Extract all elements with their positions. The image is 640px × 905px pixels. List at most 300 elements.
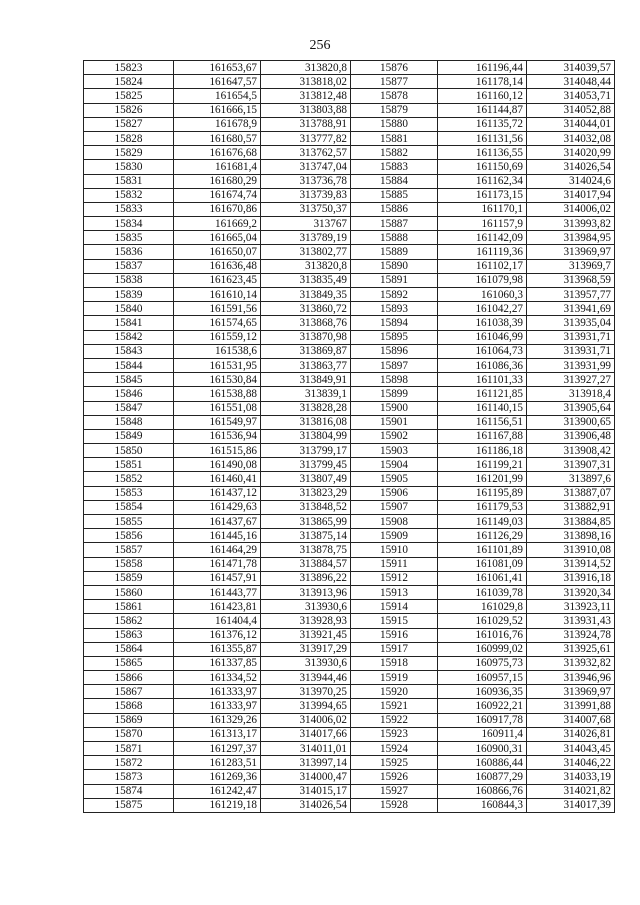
point-number-cell: 15863 (84, 628, 174, 642)
point-number-cell: 15858 (84, 557, 174, 571)
x-coordinate-cell: 161042,27 (438, 302, 527, 316)
y-coordinate-cell: 313875,14 (261, 529, 351, 543)
x-coordinate-cell: 160877,29 (438, 770, 527, 784)
table-row (84, 75, 615, 89)
x-coordinate-cell: 161443,77 (174, 585, 261, 599)
point-number-cell: 15928 (351, 798, 438, 812)
y-coordinate-cell: 313969,97 (527, 685, 615, 699)
point-number-cell: 15891 (351, 273, 438, 287)
x-coordinate-cell: 160957,15 (438, 671, 527, 685)
point-number-cell: 15825 (84, 89, 174, 103)
y-coordinate-cell: 314006,02 (261, 713, 351, 727)
x-coordinate-cell: 161536,94 (174, 429, 261, 443)
x-coordinate-cell: 160866,76 (438, 784, 527, 798)
point-number-cell: 15833 (84, 202, 174, 216)
point-number-cell: 15925 (351, 756, 438, 770)
x-coordinate-cell: 161333,97 (174, 699, 261, 713)
x-coordinate-cell: 161121,85 (438, 387, 527, 401)
y-coordinate-cell: 313993,82 (527, 217, 615, 231)
x-coordinate-cell: 161680,29 (174, 174, 261, 188)
point-number-cell: 15827 (84, 117, 174, 131)
point-number-cell: 15860 (84, 585, 174, 599)
x-coordinate-cell: 161559,12 (174, 330, 261, 344)
y-coordinate-cell: 313802,77 (261, 245, 351, 259)
y-coordinate-cell: 313941,69 (527, 302, 615, 316)
point-number-cell: 15915 (351, 614, 438, 628)
point-number-cell: 15910 (351, 543, 438, 557)
y-coordinate-cell: 313944,46 (261, 671, 351, 685)
x-coordinate-cell: 161333,97 (174, 685, 261, 699)
table-row (84, 330, 615, 344)
x-coordinate-cell: 161195,89 (438, 486, 527, 500)
x-coordinate-cell: 161650,07 (174, 245, 261, 259)
x-coordinate-cell: 161669,2 (174, 217, 261, 231)
y-coordinate-cell: 313920,34 (527, 585, 615, 599)
point-number-cell: 15888 (351, 231, 438, 245)
point-number-cell: 15855 (84, 515, 174, 529)
point-number-cell: 15848 (84, 415, 174, 429)
y-coordinate-cell: 313921,45 (261, 628, 351, 642)
table-row (84, 401, 615, 415)
point-number-cell: 15907 (351, 500, 438, 514)
y-coordinate-cell: 313900,65 (527, 415, 615, 429)
x-coordinate-cell: 161457,91 (174, 571, 261, 585)
point-number-cell: 15823 (84, 61, 174, 75)
point-number-cell: 15923 (351, 727, 438, 741)
y-coordinate-cell: 314024,6 (527, 174, 615, 188)
point-number-cell: 15849 (84, 429, 174, 443)
y-coordinate-cell: 313849,91 (261, 373, 351, 387)
y-coordinate-cell: 313932,82 (527, 656, 615, 670)
table-row (84, 117, 615, 131)
point-number-cell: 15878 (351, 89, 438, 103)
point-number-cell: 15844 (84, 358, 174, 372)
y-coordinate-cell: 313931,43 (527, 614, 615, 628)
table-row (84, 245, 615, 259)
y-coordinate-cell: 313835,49 (261, 273, 351, 287)
table-row (84, 529, 615, 543)
table-row (84, 174, 615, 188)
table-row (84, 756, 615, 770)
table-row (84, 259, 615, 273)
point-number-cell: 15901 (351, 415, 438, 429)
x-coordinate-cell: 161680,57 (174, 131, 261, 145)
x-coordinate-cell: 161591,56 (174, 302, 261, 316)
x-coordinate-cell: 161170,1 (438, 202, 527, 216)
point-number-cell: 15917 (351, 642, 438, 656)
x-coordinate-cell: 161135,72 (438, 117, 527, 131)
x-coordinate-cell: 161437,12 (174, 486, 261, 500)
table-row (84, 373, 615, 387)
y-coordinate-cell: 313917,29 (261, 642, 351, 656)
x-coordinate-cell: 161676,68 (174, 146, 261, 160)
x-coordinate-cell: 161160,12 (438, 89, 527, 103)
x-coordinate-cell: 161471,78 (174, 557, 261, 571)
point-number-cell: 15877 (351, 75, 438, 89)
x-coordinate-cell: 161623,45 (174, 273, 261, 287)
x-coordinate-cell: 161016,76 (438, 628, 527, 642)
x-coordinate-cell: 161654,5 (174, 89, 261, 103)
x-coordinate-cell: 161429,63 (174, 500, 261, 514)
x-coordinate-cell: 161142,09 (438, 231, 527, 245)
x-coordinate-cell: 161060,3 (438, 288, 527, 302)
y-coordinate-cell: 313823,29 (261, 486, 351, 500)
x-coordinate-cell: 161144,87 (438, 103, 527, 117)
point-number-cell: 15880 (351, 117, 438, 131)
y-coordinate-cell: 313896,22 (261, 571, 351, 585)
x-coordinate-cell: 161313,17 (174, 727, 261, 741)
y-coordinate-cell: 314011,01 (261, 742, 351, 756)
y-coordinate-cell: 313994,65 (261, 699, 351, 713)
table-row (84, 131, 615, 145)
y-coordinate-cell: 314000,47 (261, 770, 351, 784)
x-coordinate-cell: 161039,78 (438, 585, 527, 599)
coordinates-table-body (84, 61, 615, 813)
x-coordinate-cell: 161201,99 (438, 472, 527, 486)
point-number-cell: 15854 (84, 500, 174, 514)
point-number-cell: 15846 (84, 387, 174, 401)
x-coordinate-cell: 161186,18 (438, 444, 527, 458)
y-coordinate-cell: 313878,75 (261, 543, 351, 557)
y-coordinate-cell: 313789,19 (261, 231, 351, 245)
point-number-cell: 15872 (84, 756, 174, 770)
x-coordinate-cell: 160900,31 (438, 742, 527, 756)
y-coordinate-cell: 313762,57 (261, 146, 351, 160)
x-coordinate-cell: 161101,89 (438, 543, 527, 557)
y-coordinate-cell: 313839,1 (261, 387, 351, 401)
y-coordinate-cell: 313767 (261, 217, 351, 231)
y-coordinate-cell: 313816,08 (261, 415, 351, 429)
point-number-cell: 15868 (84, 699, 174, 713)
y-coordinate-cell: 314048,44 (527, 75, 615, 89)
y-coordinate-cell: 314044,01 (527, 117, 615, 131)
point-number-cell: 15842 (84, 330, 174, 344)
y-coordinate-cell: 313931,71 (527, 330, 615, 344)
table-row (84, 571, 615, 585)
y-coordinate-cell: 313927,27 (527, 373, 615, 387)
point-number-cell: 15881 (351, 131, 438, 145)
y-coordinate-cell: 314020,99 (527, 146, 615, 160)
table-row (84, 429, 615, 443)
y-coordinate-cell: 313930,6 (261, 600, 351, 614)
table-row (84, 784, 615, 798)
table-row (84, 699, 615, 713)
y-coordinate-cell: 314033,19 (527, 770, 615, 784)
x-coordinate-cell: 161329,26 (174, 713, 261, 727)
y-coordinate-cell: 314006,02 (527, 202, 615, 216)
point-number-cell: 15828 (84, 131, 174, 145)
table-row (84, 713, 615, 727)
y-coordinate-cell: 313812,48 (261, 89, 351, 103)
table-row (84, 727, 615, 741)
y-coordinate-cell: 313924,78 (527, 628, 615, 642)
point-number-cell: 15890 (351, 259, 438, 273)
x-coordinate-cell: 160844,3 (438, 798, 527, 812)
point-number-cell: 15865 (84, 656, 174, 670)
x-coordinate-cell: 161156,51 (438, 415, 527, 429)
point-number-cell: 15898 (351, 373, 438, 387)
point-number-cell: 15853 (84, 486, 174, 500)
x-coordinate-cell: 161445,16 (174, 529, 261, 543)
table-row (84, 103, 615, 117)
point-number-cell: 15895 (351, 330, 438, 344)
point-number-cell: 15847 (84, 401, 174, 415)
table-row (84, 486, 615, 500)
x-coordinate-cell: 161157,9 (438, 217, 527, 231)
y-coordinate-cell: 314021,82 (527, 784, 615, 798)
x-coordinate-cell: 161199,21 (438, 458, 527, 472)
point-number-cell: 15869 (84, 713, 174, 727)
y-coordinate-cell: 314043,45 (527, 742, 615, 756)
y-coordinate-cell: 313991,88 (527, 699, 615, 713)
x-coordinate-cell: 161081,09 (438, 557, 527, 571)
point-number-cell: 15866 (84, 671, 174, 685)
point-number-cell: 15892 (351, 288, 438, 302)
table-row (84, 585, 615, 599)
x-coordinate-cell: 161219,18 (174, 798, 261, 812)
point-number-cell: 15841 (84, 316, 174, 330)
y-coordinate-cell: 314053,71 (527, 89, 615, 103)
y-coordinate-cell: 313788,91 (261, 117, 351, 131)
point-number-cell: 15886 (351, 202, 438, 216)
point-number-cell: 15919 (351, 671, 438, 685)
y-coordinate-cell: 313799,45 (261, 458, 351, 472)
x-coordinate-cell: 160886,44 (438, 756, 527, 770)
x-coordinate-cell: 161530,84 (174, 373, 261, 387)
x-coordinate-cell: 161681,4 (174, 160, 261, 174)
point-number-cell: 15874 (84, 784, 174, 798)
x-coordinate-cell: 161423,81 (174, 600, 261, 614)
point-number-cell: 15859 (84, 571, 174, 585)
y-coordinate-cell: 313946,96 (527, 671, 615, 685)
point-number-cell: 15918 (351, 656, 438, 670)
x-coordinate-cell: 161549,97 (174, 415, 261, 429)
table-row (84, 444, 615, 458)
point-number-cell: 15850 (84, 444, 174, 458)
table-row (84, 202, 615, 216)
point-number-cell: 15873 (84, 770, 174, 784)
x-coordinate-cell: 160975,73 (438, 656, 527, 670)
y-coordinate-cell: 313868,76 (261, 316, 351, 330)
y-coordinate-cell: 313905,64 (527, 401, 615, 415)
x-coordinate-cell: 160922,21 (438, 699, 527, 713)
x-coordinate-cell: 161531,95 (174, 358, 261, 372)
point-number-cell: 15926 (351, 770, 438, 784)
y-coordinate-cell: 313736,78 (261, 174, 351, 188)
table-row (84, 770, 615, 784)
y-coordinate-cell: 313777,82 (261, 131, 351, 145)
y-coordinate-cell: 313928,93 (261, 614, 351, 628)
x-coordinate-cell: 161061,41 (438, 571, 527, 585)
y-coordinate-cell: 313913,96 (261, 585, 351, 599)
y-coordinate-cell: 314052,88 (527, 103, 615, 117)
y-coordinate-cell: 313807,49 (261, 472, 351, 486)
point-number-cell: 15882 (351, 146, 438, 160)
table-row (84, 273, 615, 287)
y-coordinate-cell: 314007,68 (527, 713, 615, 727)
y-coordinate-cell: 313930,6 (261, 656, 351, 670)
table-row (84, 557, 615, 571)
x-coordinate-cell: 161610,14 (174, 288, 261, 302)
point-number-cell: 15894 (351, 316, 438, 330)
y-coordinate-cell: 313828,28 (261, 401, 351, 415)
x-coordinate-cell: 161179,53 (438, 500, 527, 514)
point-number-cell: 15835 (84, 231, 174, 245)
x-coordinate-cell: 160911,4 (438, 727, 527, 741)
y-coordinate-cell: 313750,37 (261, 202, 351, 216)
point-number-cell: 15843 (84, 344, 174, 358)
x-coordinate-cell: 161126,29 (438, 529, 527, 543)
y-coordinate-cell: 313897,6 (527, 472, 615, 486)
table-row (84, 600, 615, 614)
point-number-cell: 15832 (84, 188, 174, 202)
point-number-cell: 15829 (84, 146, 174, 160)
point-number-cell: 15889 (351, 245, 438, 259)
point-number-cell: 15876 (351, 61, 438, 75)
table-row (84, 89, 615, 103)
y-coordinate-cell: 313849,35 (261, 288, 351, 302)
x-coordinate-cell: 161404,4 (174, 614, 261, 628)
point-number-cell: 15839 (84, 288, 174, 302)
y-coordinate-cell: 313914,52 (527, 557, 615, 571)
y-coordinate-cell: 313803,88 (261, 103, 351, 117)
table-row (84, 160, 615, 174)
point-number-cell: 15831 (84, 174, 174, 188)
point-number-cell: 15879 (351, 103, 438, 117)
point-number-cell: 15921 (351, 699, 438, 713)
point-number-cell: 15924 (351, 742, 438, 756)
point-number-cell: 15836 (84, 245, 174, 259)
point-number-cell: 15908 (351, 515, 438, 529)
table-row (84, 614, 615, 628)
y-coordinate-cell: 313984,95 (527, 231, 615, 245)
coordinates-table (83, 60, 615, 813)
point-number-cell: 15897 (351, 358, 438, 372)
x-coordinate-cell: 161029,8 (438, 600, 527, 614)
y-coordinate-cell: 314026,81 (527, 727, 615, 741)
table-row (84, 61, 615, 75)
table-row (84, 188, 615, 202)
x-coordinate-cell: 161647,57 (174, 75, 261, 89)
point-number-cell: 15852 (84, 472, 174, 486)
point-number-cell: 15884 (351, 174, 438, 188)
table-row (84, 316, 615, 330)
point-number-cell: 15909 (351, 529, 438, 543)
x-coordinate-cell: 161131,56 (438, 131, 527, 145)
x-coordinate-cell: 161038,39 (438, 316, 527, 330)
table-row (84, 302, 615, 316)
point-number-cell: 15914 (351, 600, 438, 614)
y-coordinate-cell: 313898,16 (527, 529, 615, 543)
y-coordinate-cell: 314017,66 (261, 727, 351, 741)
y-coordinate-cell: 313916,18 (527, 571, 615, 585)
x-coordinate-cell: 161196,44 (438, 61, 527, 75)
y-coordinate-cell: 314017,94 (527, 188, 615, 202)
x-coordinate-cell: 161538,88 (174, 387, 261, 401)
x-coordinate-cell: 161086,36 (438, 358, 527, 372)
x-coordinate-cell: 161079,98 (438, 273, 527, 287)
point-number-cell: 15838 (84, 273, 174, 287)
x-coordinate-cell: 161538,6 (174, 344, 261, 358)
page-number: 256 (309, 38, 331, 53)
point-number-cell: 15834 (84, 217, 174, 231)
y-coordinate-cell: 313848,52 (261, 500, 351, 514)
table-row (84, 685, 615, 699)
x-coordinate-cell: 161242,47 (174, 784, 261, 798)
point-number-cell: 15900 (351, 401, 438, 415)
y-coordinate-cell: 313968,59 (527, 273, 615, 287)
x-coordinate-cell: 161150,69 (438, 160, 527, 174)
point-number-cell: 15896 (351, 344, 438, 358)
x-coordinate-cell: 161674,74 (174, 188, 261, 202)
x-coordinate-cell: 161101,33 (438, 373, 527, 387)
table-row (84, 656, 615, 670)
table-row (84, 344, 615, 358)
point-number-cell: 15871 (84, 742, 174, 756)
point-number-cell: 15826 (84, 103, 174, 117)
x-coordinate-cell: 161064,73 (438, 344, 527, 358)
x-coordinate-cell: 161464,29 (174, 543, 261, 557)
y-coordinate-cell: 313870,98 (261, 330, 351, 344)
x-coordinate-cell: 161149,03 (438, 515, 527, 529)
x-coordinate-cell: 161167,88 (438, 429, 527, 443)
y-coordinate-cell: 313804,99 (261, 429, 351, 443)
y-coordinate-cell: 313863,77 (261, 358, 351, 372)
table-row (84, 628, 615, 642)
x-coordinate-cell: 161269,36 (174, 770, 261, 784)
point-number-cell: 15912 (351, 571, 438, 585)
y-coordinate-cell: 313969,97 (527, 245, 615, 259)
point-number-cell: 15864 (84, 642, 174, 656)
x-coordinate-cell: 161376,12 (174, 628, 261, 642)
x-coordinate-cell: 160917,78 (438, 713, 527, 727)
point-number-cell: 15862 (84, 614, 174, 628)
point-number-cell: 15913 (351, 585, 438, 599)
x-coordinate-cell: 161334,52 (174, 671, 261, 685)
point-number-cell: 15916 (351, 628, 438, 642)
y-coordinate-cell: 314015,17 (261, 784, 351, 798)
y-coordinate-cell: 313869,87 (261, 344, 351, 358)
x-coordinate-cell: 161551,08 (174, 401, 261, 415)
table-row (84, 500, 615, 514)
table-row (84, 642, 615, 656)
y-coordinate-cell: 313923,11 (527, 600, 615, 614)
point-number-cell: 15906 (351, 486, 438, 500)
x-coordinate-cell: 161653,67 (174, 61, 261, 75)
x-coordinate-cell: 161178,14 (438, 75, 527, 89)
point-number-cell: 15904 (351, 458, 438, 472)
x-coordinate-cell: 161666,15 (174, 103, 261, 117)
point-number-cell: 15893 (351, 302, 438, 316)
y-coordinate-cell: 313818,02 (261, 75, 351, 89)
y-coordinate-cell: 314026,54 (527, 160, 615, 174)
x-coordinate-cell: 161460,41 (174, 472, 261, 486)
x-coordinate-cell: 160936,35 (438, 685, 527, 699)
table-row (84, 458, 615, 472)
point-number-cell: 15851 (84, 458, 174, 472)
y-coordinate-cell: 313969,7 (527, 259, 615, 273)
y-coordinate-cell: 314017,39 (527, 798, 615, 812)
x-coordinate-cell: 161173,15 (438, 188, 527, 202)
x-coordinate-cell: 161162,34 (438, 174, 527, 188)
table-row (84, 231, 615, 245)
table-row (84, 387, 615, 401)
y-coordinate-cell: 313860,72 (261, 302, 351, 316)
y-coordinate-cell: 313931,99 (527, 358, 615, 372)
x-coordinate-cell: 161574,65 (174, 316, 261, 330)
x-coordinate-cell: 161437,67 (174, 515, 261, 529)
table-row (84, 543, 615, 557)
